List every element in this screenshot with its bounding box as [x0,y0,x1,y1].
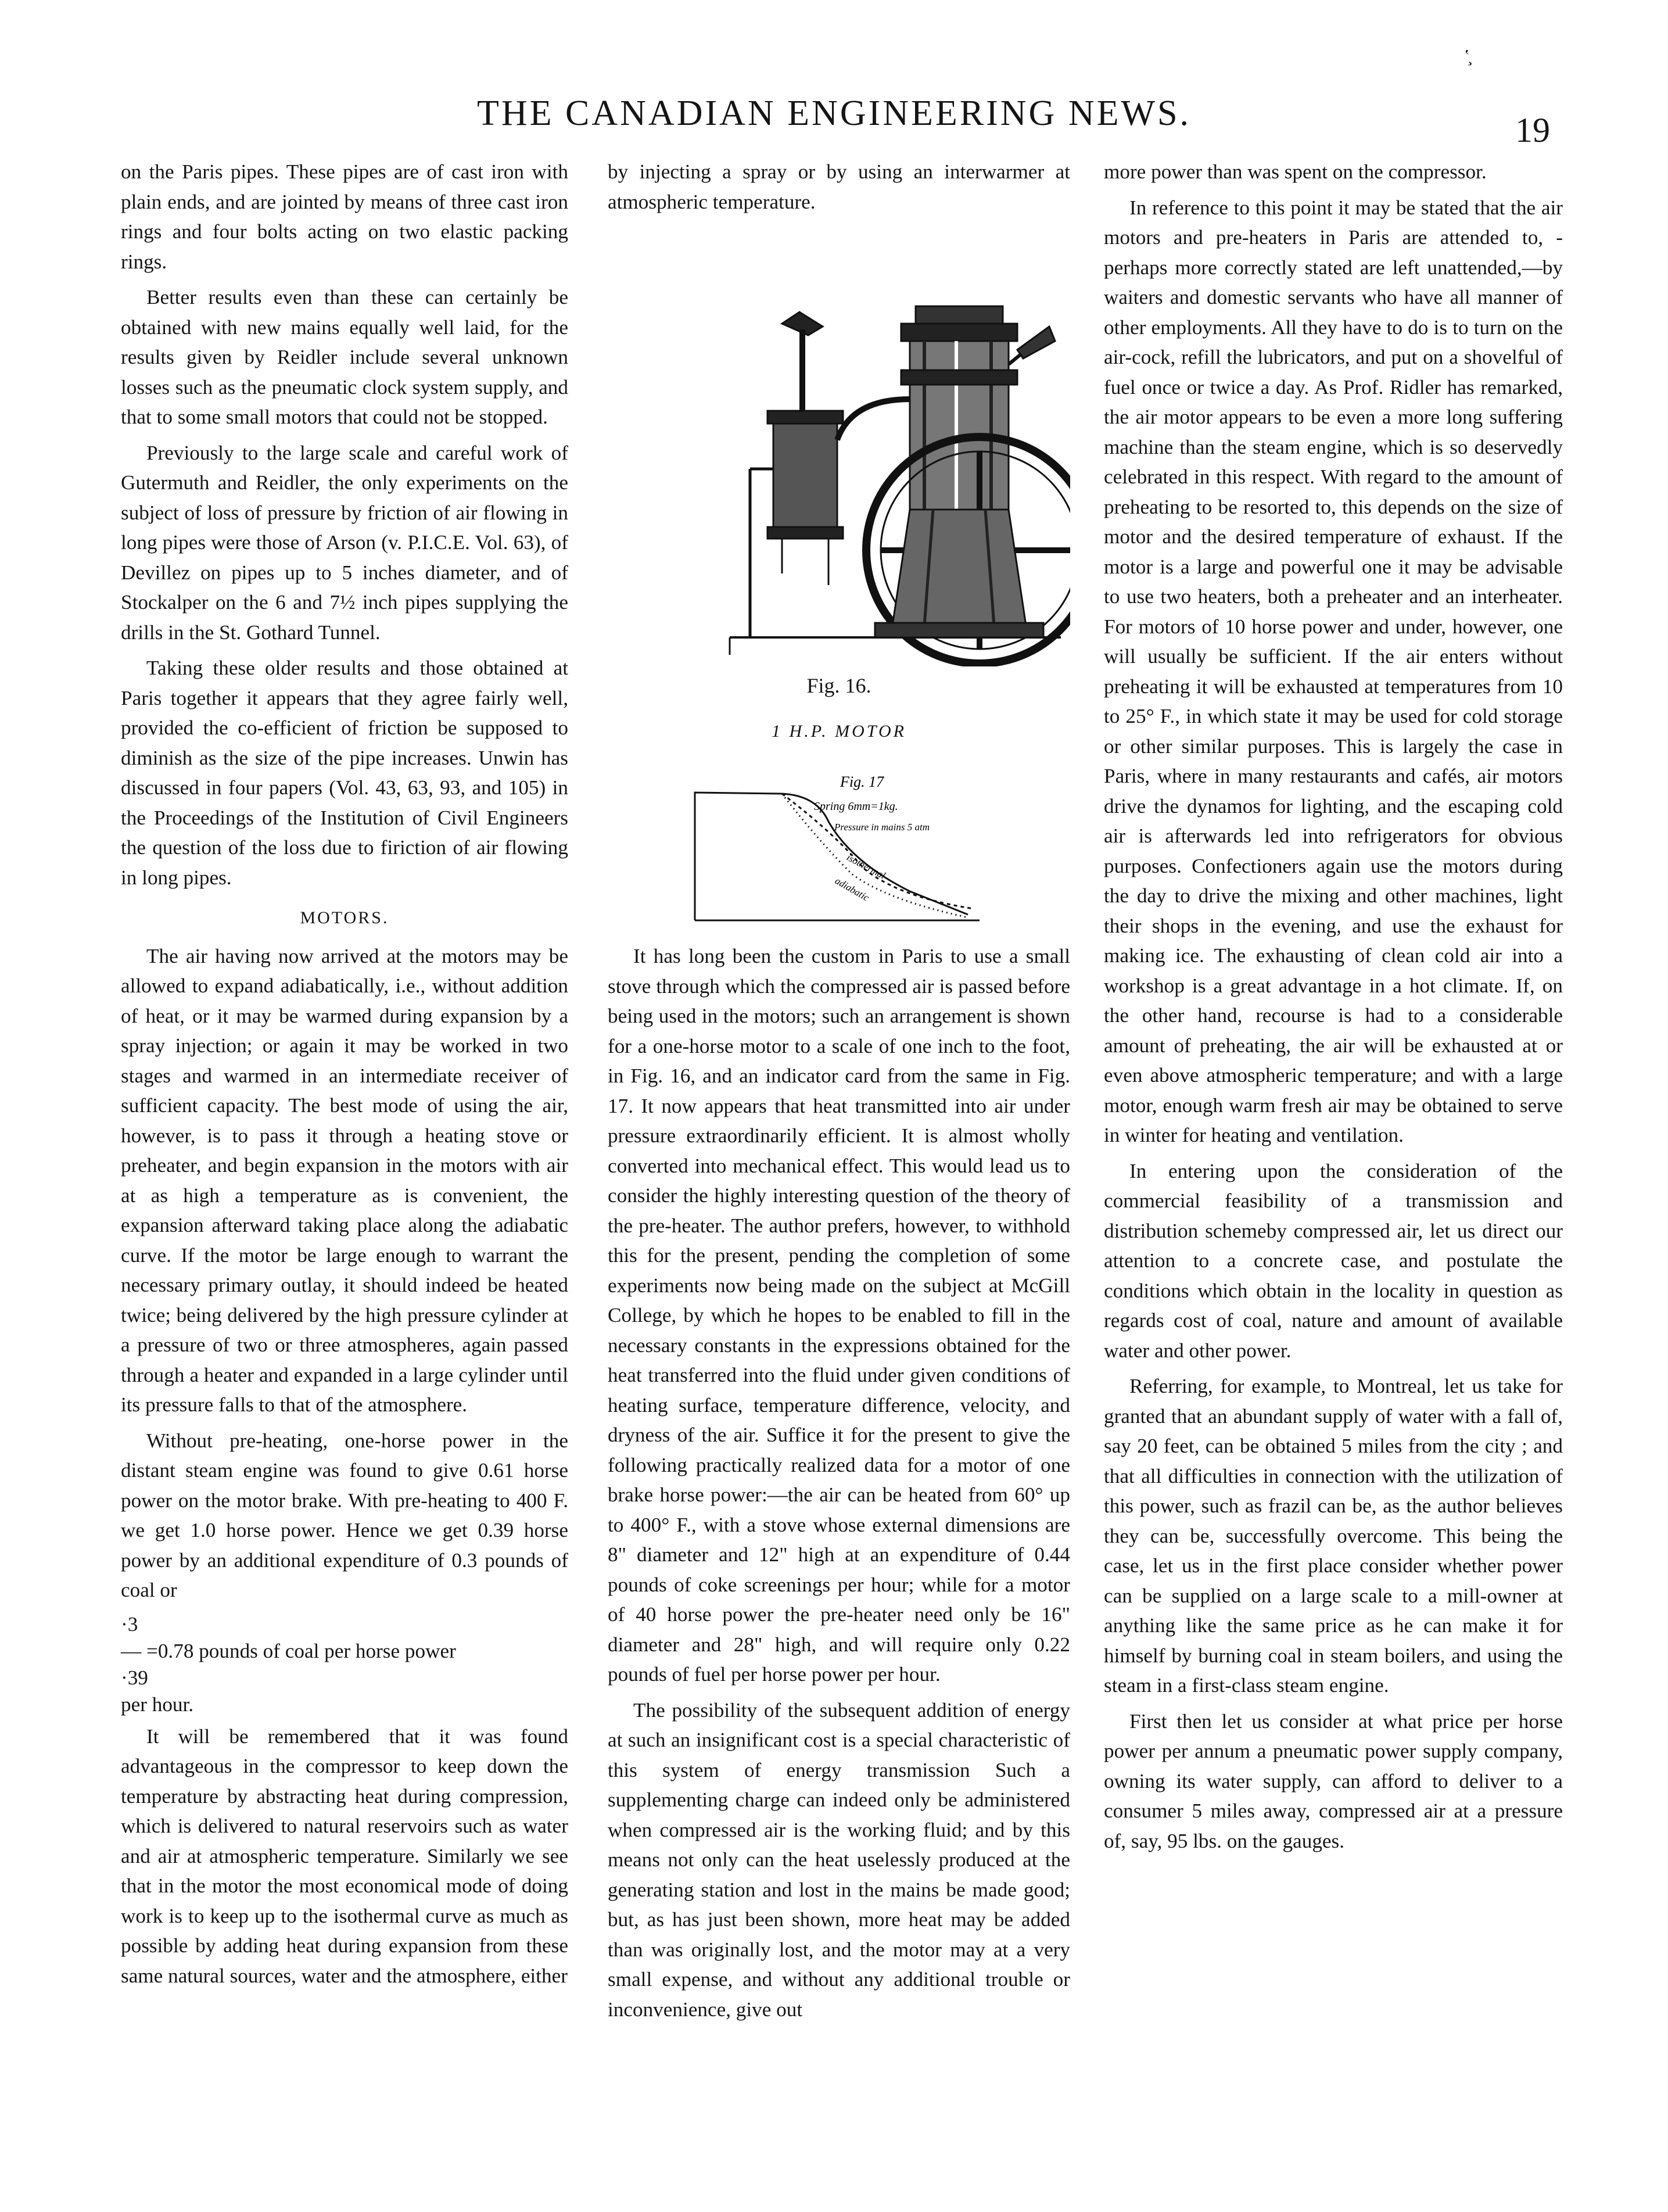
column-middle [608,157,1070,2030]
corner-mark: ʽ̧ [1464,46,1470,66]
paragraph: First then let us consider at what price per horse power per annum a pneumatic power supply company, owning its water supply, can afford to deliver to a consumer 5 miles away, compressed air at a pressure of, say, 95 lbs. on the gauges. [1104,1709,1563,1852]
page-number: 19 [1515,111,1550,149]
paragraph: The possibility of the subsequent addition of energy at such an insignificant cost is a special characteristic of this system of energy transmission Such a supplementing charge can indeed only be administered when compressed air is the working fluid; and by this means not only can the heat uselessly produced at the generating station and lost in the mains be made good; but, as has just been shown, more heat may be added than was originally lost, and the motor may at a very small expense, and without any additional trouble or inconvenience, give out [608,1698,1070,2021]
paragraph: more power than was spent on the compressor. [1104,160,1487,183]
fig17-label: Fig. 17 [840,773,884,790]
paragraph: In reference to this point it may be stated that the air motors and pre-heaters in Paris are attended to, -perhaps more correctly stated are left unattended,—by waiters and domestic servants who have all manner of other employments. All they have to do is to turn on the air-cock, refill the lubricators, and put on a shovelful of fuel once or twice a day. As Prof. Ridler has remarked, the air motor appears to be even a more long suffering machine than the steam engine, which is so deservedly celebrated in this respect. With regard to the amount of preheating to be resorted to, this depends on the size of motor and the desired temperature of exhaust. If the motor is a large and powerful one it may be advisable to use two heaters, both a preheater and an interheater. For motors of 10 horse power and under, however, one will usually be sufficient. If the air enters without preheating it will be exhausted at temperatures from 10 to 25° F., in which state it may be used for cold storage or other similar purposes. This is largely the case in Paris, where in many restaurants and cafés, air motors drive the dynamos for lighting, and the escaping cold air is afterwards led into refrigerators for obvious purposes. Confectioners again use the motors during the day to drive the mixing and other machines, light their shops in the evening, and use the exhaust for making ice. The exhausting of clean cold air into a workshop is a great advantage in a hot climate. If, on the other hand, recourse is had to a considerable amount of preheating, the air will be exhausted at or even above atmospheric temperature; and with a large motor, enough warm fresh air may be obtained to serve in winter for heating and ventilation. [1104,196,1563,1146]
formula-denominator: ·39 [121,1666,148,1689]
fig17-isothermal-label: isothermal [845,851,888,881]
fig17-spring-label: Spring 6mm=1kg. [814,800,898,813]
figure-17-title: 1 H.P. MOTOR [772,721,906,741]
column-left [121,157,568,1996]
column-right [1104,157,1563,1862]
fig17-adiabatic-label: adiabatic [833,875,871,904]
indicator-diagram [608,752,1070,938]
fig17-pressure-label: Pressure in mains 5 atm [834,822,930,833]
formula-coal-per-hp [121,1611,568,1718]
paragraph: The air having now arrived at the motors may be allowed to expand adiabatically, i.e., without addition of heat, or it may be warmed during expansion by a spray injection; or again it may be worked in two stages and warmed in an intermediate receiver of sufficient capacity. The best mode of using the air, however, is to pass it through a heating stove or preheater, and begin expansion in the motors with air at as high a temperature as is convenient, the expansion afterward taking place along the adiabatic curve. If the motor be large enough to warrant the necessary primary outlay, it should indeed be heated twice; being delivered by the high pressure cylinder at a pressure of two or three atmospheres, again passed through a heater and expanded in a large cylinder until its pressure falls to that of the atmosphere. [121,944,568,1416]
section-heading-motors: MOTORS. [300,908,389,927]
paragraph: In entering upon the consideration of the commercial feasibility of a transmission and distribution schemeby compressed air, let us direct our attention to a concrete case, and postulate the conditions which obtain in the locality in question as regards cost of coal, nature and amount of available water and other power. [1104,1159,1563,1362]
paragraph: Taking these older results and those obtained at Paris together it appears that they agree fairly well, provided the co-efficient of friction be supposed to diminish as the size of the pipe increases. Unwin has discussed in four papers (Vol. 43, 63, 93, and 105) in the Proceedings of the Institution of Civil Engineers the question of the loss due to firiction of air flowing in long pipes. [121,657,568,889]
formula-numerator: ·3 [121,1612,138,1636]
figure-16-motor-illustration [608,225,1070,666]
paragraph: by injecting a spray or by using an interwarmer at atmospheric temperature. [608,160,1070,213]
figure-17-indicator-card [608,752,1070,938]
paragraph: It has long been the custom in Paris to use a small stove through which the compressed air is passed before being used in the motors; such an arrangement is shown for a one-horse motor to a scale of one inch to the foot, in Fig. 16, and an indicator card from the same in Fig. 17. It now appears that heat transmitted into air under pressure extraordinarily efficient. It is almost wholly converted into mechanical effect. This would lead us to consider the highly interesting question of the theory of the pre-heater. The author prefers, however, to withhold this for the present, pending the completion of some experiments now being made on the subject at McGill College, by which he hopes to be enabled to fill in the necessary constants in the expressions obtained for the heat transferred into the fluid under given conditions of heating surface, temperature difference, velocity, and dryness of the air. Suffice it for the present to give the following practically realized data for a motor of one brake horse power:—the air can be heated from 60° up to 400° F., with a stove whose external dimensions are 8" diameter and 12" high at an expenditure of 0.44 pounds of coke screenings per hour; while for a motor of 40 horse power the pre-heater need only be 16" diameter and 28" high, and will require only 0.22 pounds of fuel per horse power per hour. [608,945,1070,1686]
paragraph: Better results even than these can certainly be obtained with new mains equally well laid, for the results given by Reidler include several unknown losses such as the pneumatic clock system supply, and that to some small motors that could not be stopped. [121,286,568,428]
motor-engraving [608,225,1070,666]
journal-masthead: THE CANADIAN ENGINEERING NEWS. [477,94,1191,133]
paragraph: Previously to the large scale and careful work of Gutermuth and Reidler, the only experiments on the subject of loss of pressure by friction of air flowing in long pipes were those of Arson (v. P.I.C.E. Vol. 63), of Devillez on pipes up to 5 inches diameter, and of Stockalper on the 6 and 7½ inch pipes supplying the drills in the St. Gothard Tunnel. [121,441,568,644]
paragraph: It will be remembered that it was found advantageous in the compressor to keep down the temperature by abstracting heat during compression, which is delivered to natural reservoirs such as water and air at atmospheric temperature. Similarly we see that in the motor the most economical mode of doing work is to keep up to the isothermal curve as much as possible by adding heat during expansion from these same natural sources, water and the atmosphere, either [121,1725,568,1987]
paragraph: on the Paris pipes. These pipes are of cast iron with plain ends, and are jointed by means of three cast iron rings and four bolts acting on two elastic packing rings. [121,160,568,273]
formula-continuation: per hour. [121,1693,194,1716]
paragraph: Referring, for example, to Montreal, let us take for granted that an abundant supply of water with a fall of, say 20 feet, can be obtained 5 miles from the city ; and that all difficulties in connection with the utilization of this power, such as frazil can be, as the author believes they can be, successfully overcome. This being the case, let us in the first place consider whether power can be supplied on a large scale to a mill-owner at anything like the same price as he can make it for himself by burning coal in steam boilers, and using the steam in a first-class steam engine. [1104,1375,1563,1697]
formula-line: — =0.78 pounds of coal per horse power [121,1639,456,1662]
paragraph: Without pre-heating, one-horse power in the distant steam engine was found to give 0.61 horse power on the motor brake. With pre-heating to 400 F. we get 1.0 horse power. Hence we get 0.39 horse power by an additional expenditure of 0.3 pounds of coal or [121,1429,568,1601]
figure-16-caption: Fig. 16. [806,674,871,697]
